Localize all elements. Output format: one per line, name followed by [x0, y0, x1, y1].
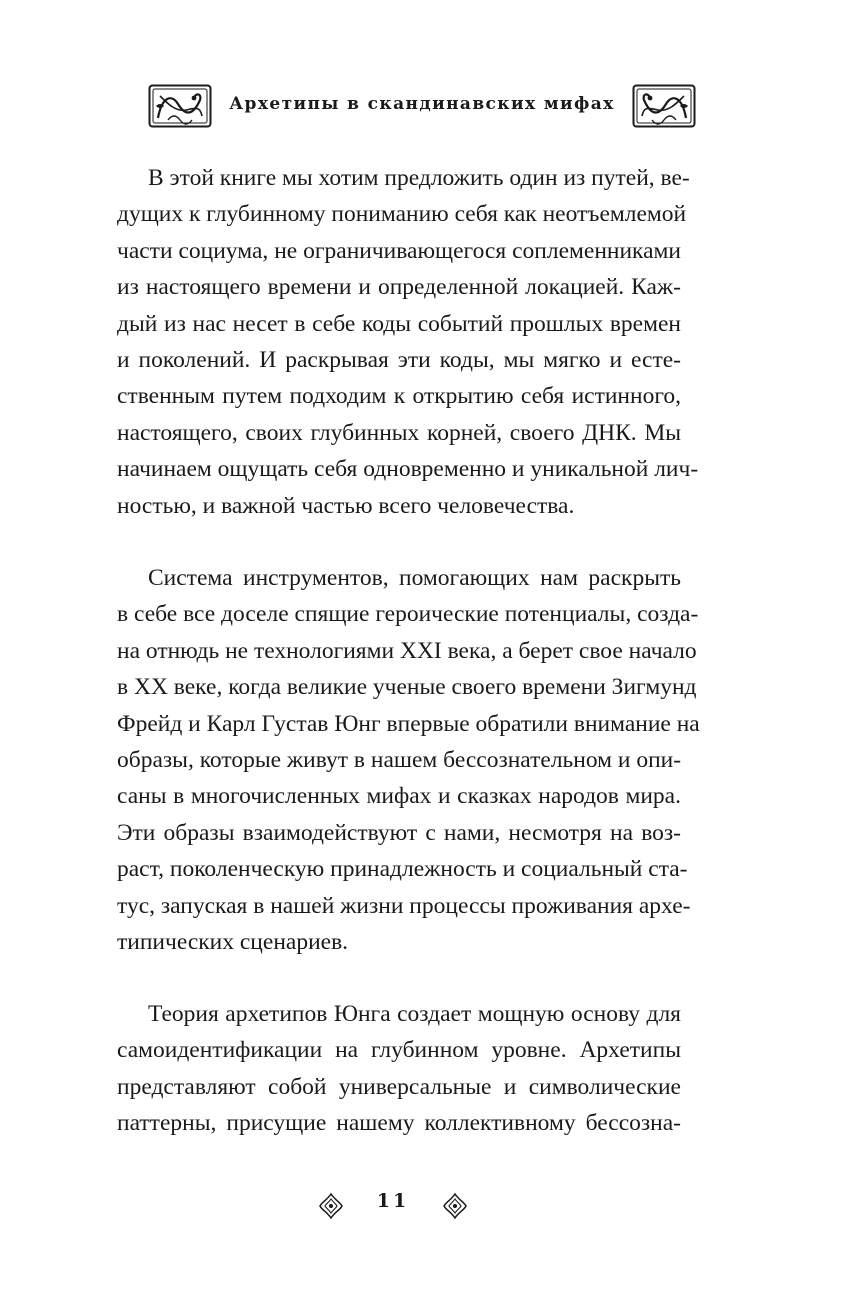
- text-line: в XX веке, когда великие ученые своего времени Зигмунд: [117, 674, 697, 701]
- text-line: ственным путем подходим к открытию себя истинного,: [117, 383, 681, 410]
- text-line: образы, которые живут в нашем бессознательном и опи-: [117, 746, 682, 773]
- text-line: начинаем ощущать себя одновременно и уникальной лич-: [117, 456, 699, 483]
- text-line: тус, запуская в нашей жизни процессы проживания архе-: [117, 892, 691, 919]
- text-line: настоящего, своих глубинных корней, своего ДНК. Мы: [117, 419, 681, 446]
- text-line: Эти образы взаимодействуют с нами, несмотря на воз-: [117, 819, 681, 846]
- text-line: ностью, и важной частью всего человечества.: [117, 492, 575, 519]
- text-line: Фрейд и Карл Густав Юнг впервые обратили внимание на: [117, 710, 700, 737]
- text-line: паттерны, присущие нашему коллективному бессозна-: [117, 1110, 681, 1137]
- text-line: и поколений. И раскрывая эти коды, мы мягко и есте-: [117, 346, 681, 373]
- text-line: саны в многочисленных мифах и сказках народов мира.: [117, 783, 681, 810]
- page-footer: [318, 1186, 468, 1226]
- text-line: самоидентификации на глубинном уровне. Архетипы: [117, 1037, 681, 1064]
- text-line: В этой книге мы хотим предложить один из путей, ве-: [148, 165, 690, 191]
- text-line: Система инструментов, помогающих нам раскрыть: [148, 565, 681, 591]
- text-line: типических сценариев.: [117, 928, 349, 955]
- text-line: Теория архетипов Юнга создает мощную основу для: [148, 1001, 681, 1027]
- text-line: дущих к глубинному пониманию себя как неотъемлемой: [117, 201, 687, 228]
- text-line: представляют собой универсальные и символические: [117, 1073, 681, 1100]
- running-header: [148, 82, 696, 132]
- text-line: раст, поколенческую принадлежность и социальный ста-: [117, 856, 688, 883]
- fleuron-ornament-icon: [442, 1192, 468, 1220]
- page-number: 11: [376, 1190, 410, 1212]
- text-line: части социума, не ограничивающегося соплеменниками: [117, 237, 681, 264]
- fleuron-ornament-icon: [318, 1192, 344, 1220]
- running-header-title: Архетипы в скандинавских мифах: [229, 94, 615, 114]
- body-paragraph-1: [117, 160, 699, 524]
- body-paragraph-2: [117, 560, 700, 960]
- text-line: из настоящего времени и определенной локацией. Каж-: [117, 274, 681, 301]
- text-line: на отнюдь не технологиями XXI века, а берет свое начало: [117, 637, 697, 664]
- text-line: дый из нас несет в себе коды событий прошлых времен: [117, 310, 681, 337]
- text-line: в себе все доселе спящие героические потенциалы, созда-: [117, 601, 699, 628]
- body-paragraph-3: [117, 996, 681, 1142]
- viking-knot-dragon-ornament-icon: [632, 82, 696, 130]
- viking-knot-dragon-ornament-icon: [148, 82, 212, 130]
